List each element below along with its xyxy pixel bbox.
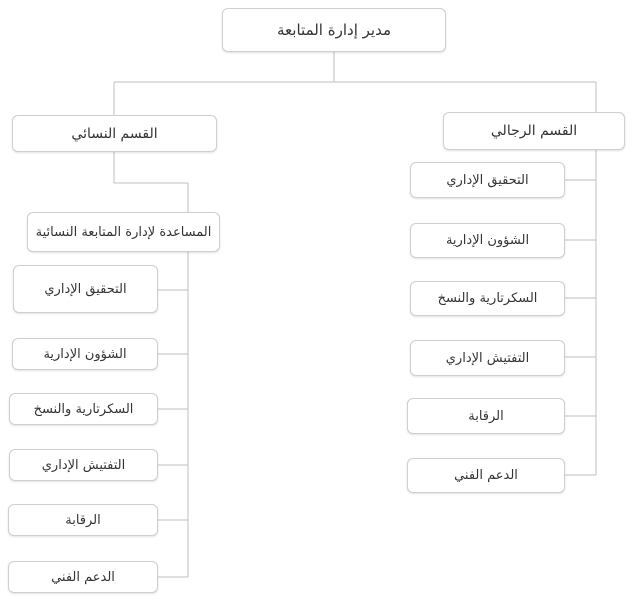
men-unit-investigation: التحقيق الإداري: [410, 162, 565, 198]
women-unit-admin-affairs: الشؤون الإدارية: [12, 338, 158, 370]
women-unit-investigation: التحقيق الإداري: [13, 265, 158, 313]
women-unit-inspection: التفتيش الإداري: [9, 449, 158, 481]
women-unit-secretariat: السكرتارية والنسخ: [9, 393, 158, 425]
men-unit-admin-affairs: الشؤون الإدارية: [410, 223, 565, 258]
men-unit-inspection: التفتيش الإداري: [410, 340, 565, 376]
women-unit-oversight: الرقابة: [8, 504, 158, 536]
women-section-node: القسم النسائي: [12, 115, 217, 152]
men-section-node: القسم الرجالي: [443, 112, 625, 150]
women-unit-tech-support: الدعم الفني: [8, 561, 158, 593]
women-assistant-node: المساعدة لإدارة المتابعة النسائية: [27, 212, 220, 252]
men-unit-tech-support: الدعم الفني: [407, 458, 565, 493]
men-unit-oversight: الرقابة: [407, 398, 565, 434]
men-unit-secretariat: السكرتارية والنسخ: [410, 281, 565, 316]
root-node: مدير إدارة المتابعة: [222, 8, 446, 52]
